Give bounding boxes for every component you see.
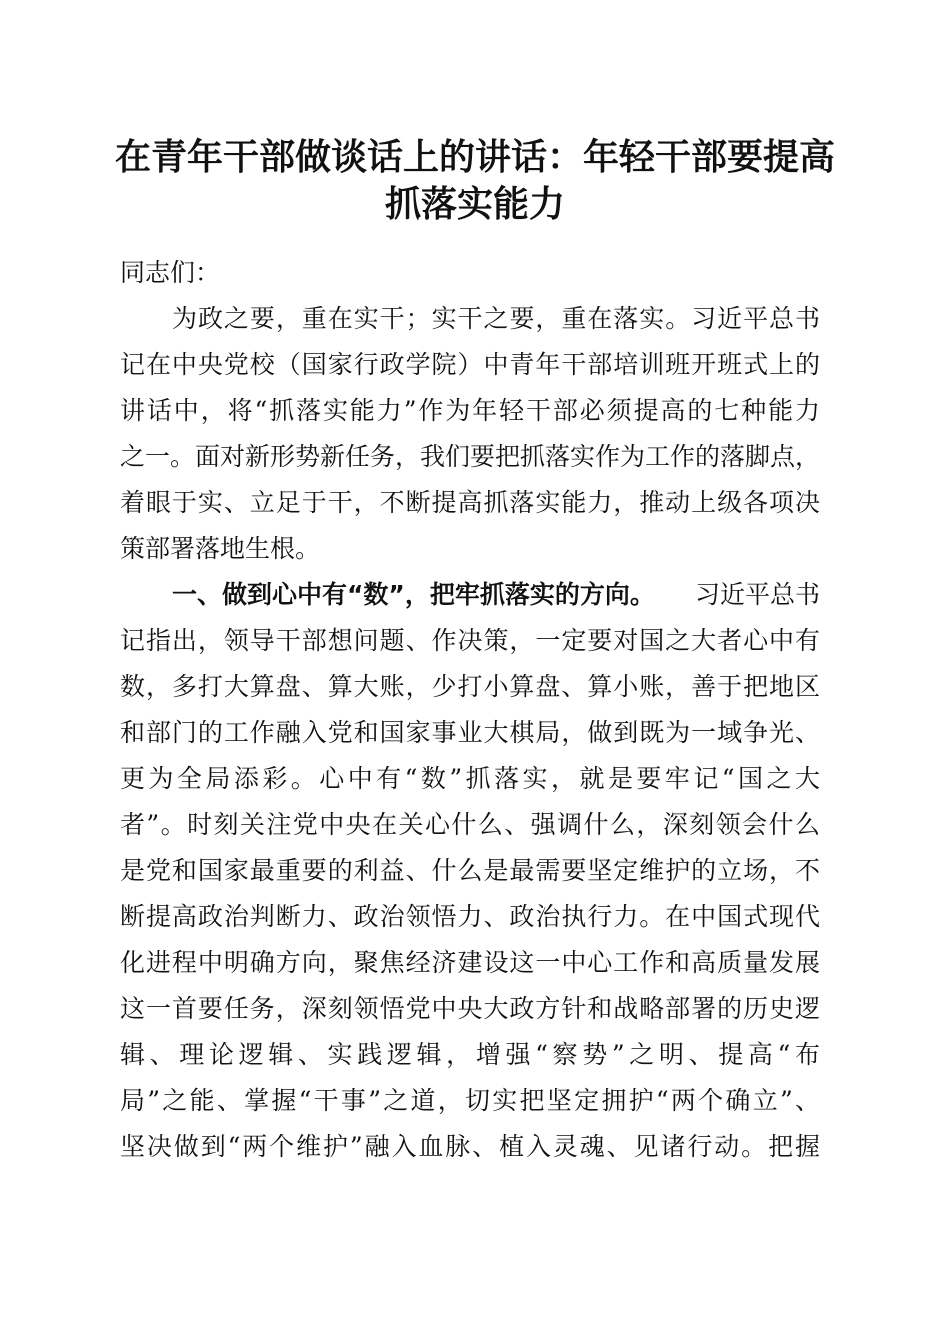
- paragraph-line: 着眼于实、立足于干，不断提高抓落实能力，推动上级各项决: [120, 488, 820, 517]
- paragraph-line: 为政之要，重在实干；实干之要，重在落实。习近平总书: [172, 304, 820, 333]
- heading-line-rest: 习近平总书: [694, 580, 820, 609]
- paragraph-line: 坚决做到“两个维护”融入血脉、植入灵魂、见诸行动。把握: [120, 1132, 820, 1161]
- paragraph-line: 之一。面对新形势新任务，我们要把抓落实作为工作的落脚点，: [120, 442, 821, 471]
- paragraph-line: 记指出，领导干部想问题、作决策，一定要对国之大者心中有: [120, 626, 820, 655]
- document-body: [120, 250, 820, 1170]
- paragraph-line: 记在中央党校（国家行政学院）中青年干部培训班开班式上的: [120, 350, 820, 379]
- paragraph-line: 断提高政治判断力、政治领悟力、政治执行力。在中国式现代: [120, 902, 820, 931]
- paragraph-line: 者”。时刻关注党中央在关心什么、强调什么，深刻领会什么: [120, 810, 820, 839]
- paragraph-line: 辑、理论逻辑、实践逻辑，增强“察势”之明、提高“布: [120, 1040, 820, 1069]
- paragraph-line: 策部署落地生根。: [120, 534, 321, 563]
- document-title: [110, 134, 840, 228]
- paragraph-line: 数，多打大算盘、算大账，少打小算盘、算小账，善于把地区: [120, 672, 820, 701]
- paragraph-line: 更为全局添彩。心中有“数”抓落实，就是要牢记“国之大: [120, 764, 820, 793]
- salutation: 同志们：: [120, 258, 221, 287]
- paragraph-line: 是党和国家最重要的利益、什么是最需要坚定维护的立场，不: [120, 856, 820, 885]
- section-heading: 一、做到心中有“数”，把牢抓落实的方向。: [172, 580, 655, 609]
- paragraph-line: 这一首要任务，深刻领悟党中央大政方针和战略部署的历史逻: [120, 994, 820, 1023]
- title-line-1: 在青年干部做谈话上的讲话：年轻干部要提高: [114, 136, 835, 178]
- title-line-2: 抓落实能力: [384, 183, 565, 225]
- paragraph-2: [120, 572, 820, 1170]
- paragraph-1: [120, 296, 820, 572]
- paragraph-line: 局”之能、掌握“干事”之道，切实把坚定拥护“两个确立”、: [120, 1086, 820, 1115]
- paragraph-line: 化进程中明确方向，聚焦经济建设这一中心工作和高质量发展: [120, 948, 820, 977]
- paragraph-line: 和部门的工作融入党和国家事业大棋局，做到既为一域争光、: [120, 718, 820, 747]
- paragraph-line: [120, 572, 820, 618]
- paragraph-line: 讲话中，将“抓落实能力”作为年轻干部必须提高的七种能力: [120, 396, 820, 425]
